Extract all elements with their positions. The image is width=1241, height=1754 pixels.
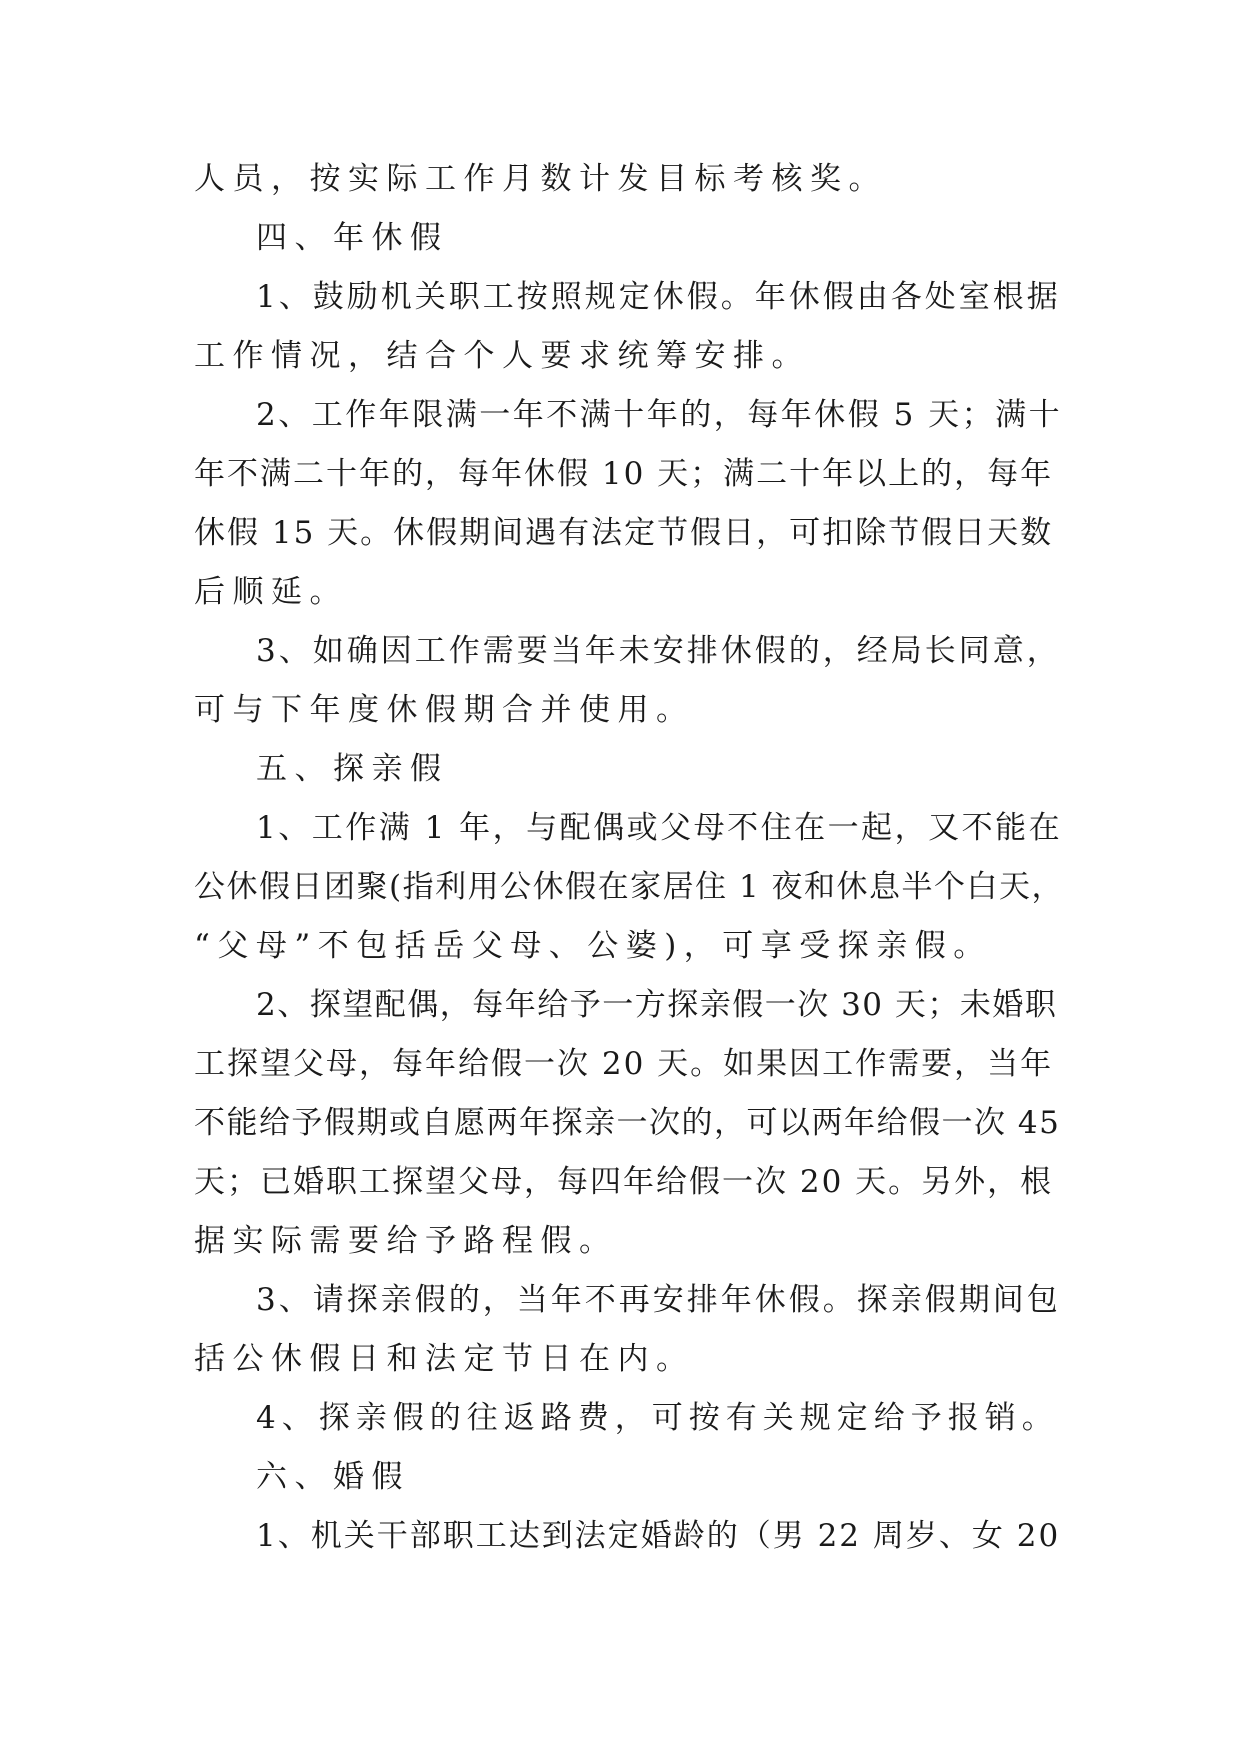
text-line: 据实际需要给予路程假。: [194, 1223, 618, 1259]
text-line: 天；已婚职工探望父母，每四年给假一次 20 天。另外，根: [194, 1164, 1054, 1200]
text-line: 不能给予假期或自愿两年探亲一次的，可以两年给假一次 45: [194, 1105, 1061, 1141]
text-line: “父母”不包括岳父母、公婆)，可享受探亲假。: [194, 928, 992, 964]
text-line: 1、工作满 1 年，与配偶或父母不住在一起，又不能在: [256, 810, 1063, 846]
document-body: [194, 150, 1064, 1566]
text-line: 1、机关干部职工达到法定婚龄的（男 22 周岁、女 20: [256, 1518, 1061, 1554]
text-line: 2、工作年限满一年不满十年的，每年休假 5 天；满十: [256, 397, 1063, 433]
text-line: 年不满二十年的，每年休假 10 天；满二十年以上的，每年: [194, 456, 1054, 492]
text-line: 公休假日团聚(指利用公休假在家居住 1 夜和休息半个白天，: [194, 869, 1065, 905]
text-line: 3、请探亲假的，当年不再安排年休假。探亲假期间包: [256, 1282, 1061, 1318]
text-line: 3、如确因工作需要当年未安排休假的，经局长同意，: [256, 633, 1061, 669]
section-heading-marriage-leave: 六、婚假: [256, 1459, 410, 1495]
text-line: 后顺延。: [194, 574, 348, 610]
text-line: 括公休假日和法定节日在内。: [194, 1341, 695, 1377]
text-line: 人员，按实际工作月数计发目标考核奖。: [194, 161, 887, 197]
text-line: 可与下年度休假期合并使用。: [194, 692, 695, 728]
text-line: 1、鼓励机关职工按照规定休假。年休假由各处室根据: [256, 279, 1061, 315]
section-heading-annual-leave: 四、年休假: [256, 220, 449, 256]
section-heading-home-leave: 五、探亲假: [256, 751, 449, 787]
text-line: 休假 15 天。休假期间遇有法定节假日，可扣除节假日天数: [194, 515, 1054, 551]
text-line: 2、探望配偶，每年给予一方探亲假一次 30 天；未婚职: [256, 987, 1058, 1023]
text-line: 4、探亲假的往返路费，可按有关规定给予报销。: [256, 1400, 1059, 1436]
text-line: 工探望父母，每年给假一次 20 天。如果因工作需要，当年: [194, 1046, 1054, 1082]
text-line: 工作情况，结合个人要求统筹安排。: [194, 338, 810, 374]
